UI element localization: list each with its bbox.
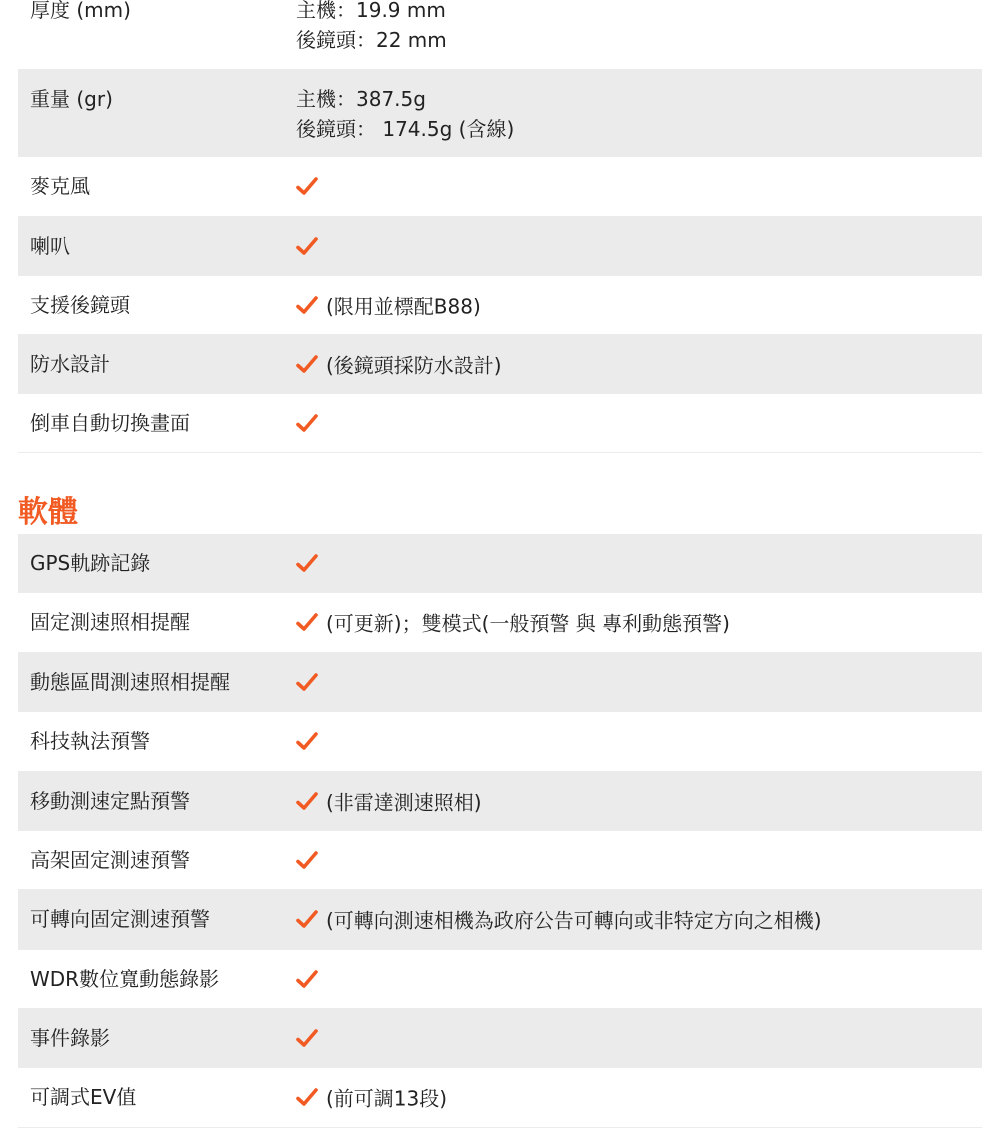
spec-label: 倒車自動切換畫面 (30, 411, 190, 435)
section-title-software: 軟體 (18, 495, 78, 530)
spec-row (18, 1068, 982, 1128)
spec-value (296, 84, 514, 144)
spec-value-line: 主機：19.9 mm (296, 0, 446, 22)
spec-label: 喇叭 (30, 234, 70, 258)
check-icon (296, 611, 318, 633)
spec-note: (可轉向測速相機為政府公告可轉向或非特定方向之相機) (326, 908, 822, 933)
check-icon (296, 552, 318, 574)
check-icon (296, 353, 318, 375)
check-icon (296, 671, 318, 693)
hardware-spec-table (18, 0, 982, 453)
spec-value (296, 548, 326, 578)
spec-row (18, 831, 982, 890)
spec-value-line: 後鏡頭： 174.5g (含線) (296, 117, 515, 141)
spec-value (296, 607, 730, 639)
spec-row (18, 890, 982, 950)
spec-row (18, 653, 982, 712)
spec-row (18, 157, 982, 217)
check-icon (296, 412, 318, 434)
spec-value (296, 726, 326, 756)
spec-label: 支援後鏡頭 (30, 293, 130, 317)
spec-label: 重量 (gr) (30, 87, 113, 111)
spec-value (296, 667, 326, 697)
software-spec-table (18, 534, 982, 1128)
spec-row (18, 70, 982, 157)
check-icon (296, 294, 318, 316)
spec-row (18, 217, 982, 276)
spec-label: 可調式EV值 (30, 1085, 137, 1109)
check-icon (296, 730, 318, 752)
spec-note: (後鏡頭採防水設計) (326, 353, 502, 378)
spec-label: 高架固定測速預警 (30, 848, 190, 872)
spec-value (296, 290, 481, 322)
spec-value (296, 231, 326, 261)
spec-value (296, 171, 326, 201)
spec-row (18, 950, 982, 1009)
spec-row (18, 534, 982, 593)
spec-value (296, 1082, 447, 1114)
spec-row (18, 712, 982, 772)
check-icon (296, 908, 318, 930)
check-icon (296, 790, 318, 812)
spec-label: WDR數位寬動態錄影 (30, 967, 220, 991)
spec-label: 事件錄影 (30, 1026, 110, 1050)
spec-label: 科技執法預警 (30, 729, 150, 753)
spec-value (296, 349, 502, 381)
spec-label: 可轉向固定測速預警 (30, 907, 210, 931)
spec-row (18, 1009, 982, 1068)
spec-value (296, 786, 482, 818)
spec-value (296, 904, 822, 936)
spec-label: 麥克風 (30, 174, 90, 198)
check-icon (296, 1027, 318, 1049)
spec-label: 厚度 (mm) (30, 0, 131, 22)
spec-value (296, 1023, 326, 1053)
spec-row (18, 593, 982, 653)
spec-note: (限用並標配B88) (326, 294, 481, 319)
spec-value-line: 後鏡頭：22 mm (296, 28, 447, 52)
spec-row (18, 772, 982, 831)
spec-row (18, 394, 982, 453)
spec-row (18, 276, 982, 335)
spec-label: GPS軌跡記錄 (30, 551, 151, 575)
spec-note: (非雷達測速照相) (326, 790, 482, 815)
spec-row (18, 335, 982, 394)
spec-row (18, 0, 982, 70)
spec-label: 固定測速照相提醒 (30, 610, 190, 634)
spec-value (296, 845, 326, 875)
check-icon (296, 235, 318, 257)
check-icon (296, 1086, 318, 1108)
spec-note: (可更新)；雙模式(一般預警 與 專利動態預警) (326, 611, 730, 636)
spec-label: 移動測速定點預警 (30, 789, 190, 813)
spec-label: 動態區間測速照相提醒 (30, 670, 230, 694)
spec-value (296, 408, 326, 438)
spec-value-line: 主機：387.5g (296, 87, 426, 111)
check-icon (296, 175, 318, 197)
spec-value (296, 964, 326, 994)
spec-value (296, 0, 447, 55)
check-icon (296, 849, 318, 871)
spec-label: 防水設計 (30, 352, 110, 376)
check-icon (296, 968, 318, 990)
spec-note: (前可調13段) (326, 1086, 448, 1111)
